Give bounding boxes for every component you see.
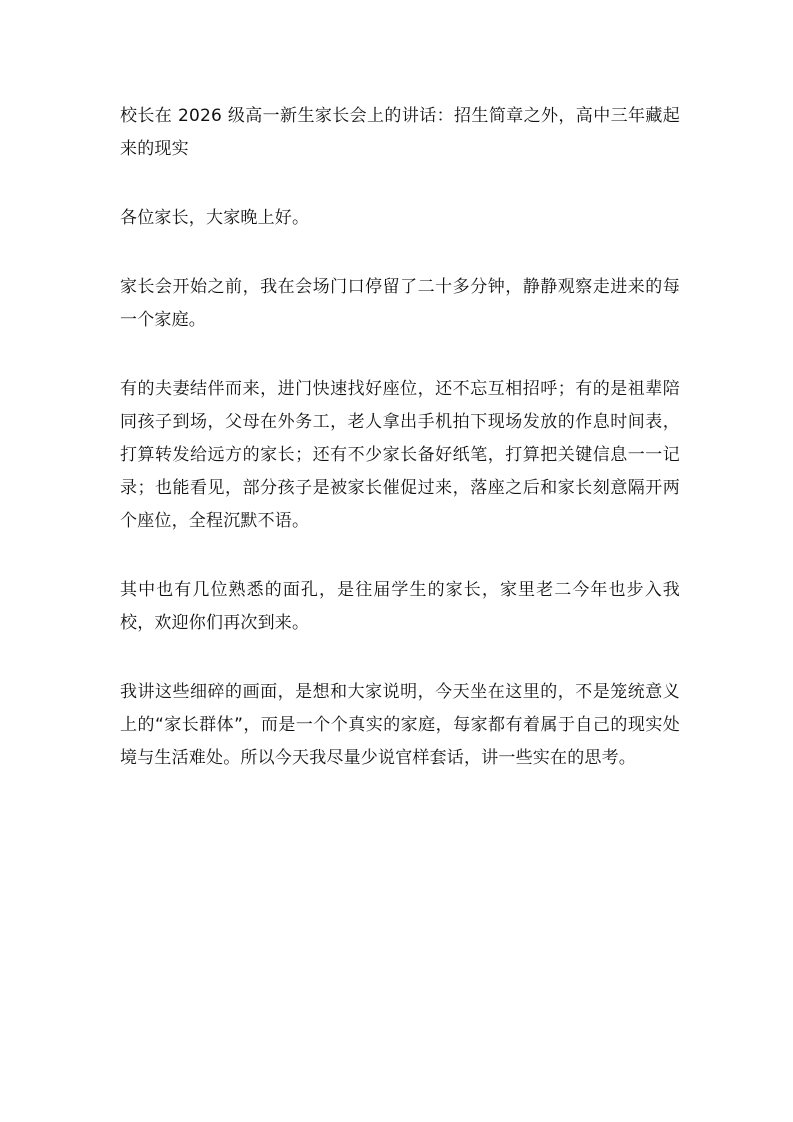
paragraph-families: 有的夫妻结伴而来，进门快速找好座位，还不忘互相招呼；有的是祖辈陪同孩子到场，父母在外务工，老人拿出手机拍下现场发放的作息时间表，打算转发给远方的家长；还有不少家长备好纸笔，打算把关键信息一一记录；也能看见，部分孩子是被家长催促过来，落座之后和家长刻意隔开两个座位，全程沉默不语。 (120, 379, 680, 531)
paragraph-familiar-faces: 其中也有几位熟悉的面孔，是往届学生的家长，家里老二今年也步入我校，欢迎你们再次到来。 (120, 580, 680, 633)
document-body (120, 100, 680, 811)
paragraph-greeting: 各位家长，大家晚上好。 (120, 208, 310, 228)
document-title: 校长在 2026 级高一新生家长会上的讲话：招生简章之外，高中三年藏起来的现实 (120, 106, 680, 159)
paragraph-purpose: 我讲这些细碎的画面，是想和大家说明，今天坐在这里的，不是笼统意义上的“家长群体”，而是一个个真实的家庭，每家都有着属于自己的现实处境与生活难处。所以今天我尽量少说官样套话，讲一些实在的思考。 (120, 682, 680, 768)
paragraph-observation: 家长会开始之前，我在会场门口停留了二十多分钟，静静观察走进来的每一个家庭。 (120, 277, 680, 330)
